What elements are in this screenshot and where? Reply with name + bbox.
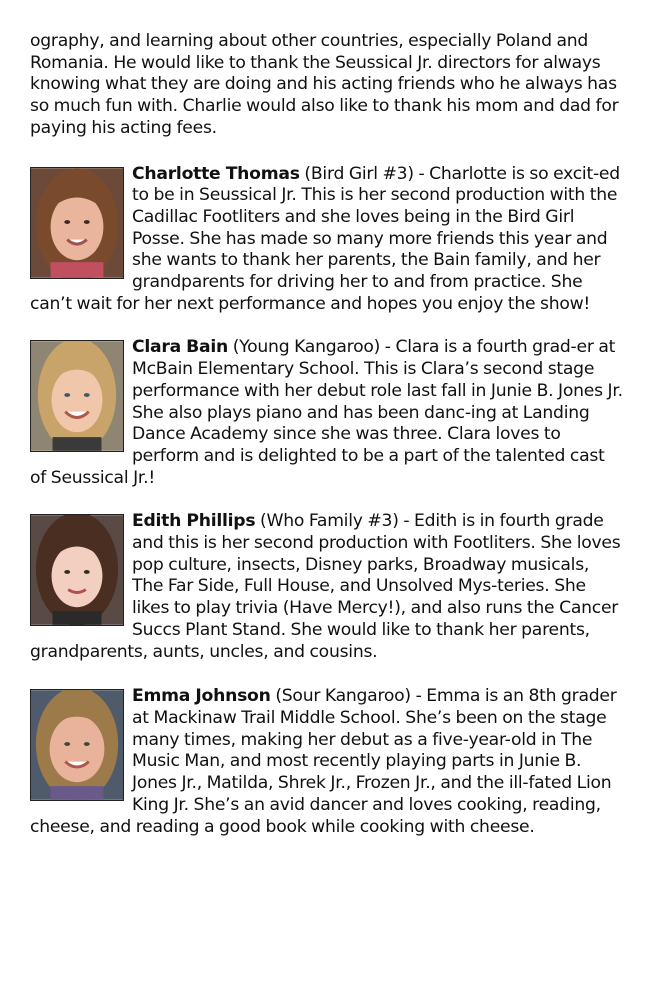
bio-name: Edith Phillips: [132, 511, 256, 532]
bio-text: - Clara is a fourth grad-er at McBain Elementary School. This is Clara’s second stage performance with her debut role last fall in Junie B. Jones Jr. She also plays piano and has been danc-ing at Landing Dance Academy since she was three. Clara loves to perform and is delighted to be a part of the talented cast of Seussical Jr.!: [30, 337, 623, 488]
headshot-image: [31, 515, 123, 625]
bio-name: Charlotte Thomas: [132, 163, 300, 184]
headshot-image: [31, 168, 123, 278]
intro-paragraph: ography, and learning about other countries, especially Poland and Romania. He would like to thank the Seussical Jr. directors for always knowing what they are doing and his acting friends who he always has so much fun with. Charlie would also like to thank his mom and dad for paying his acting fees.: [30, 31, 619, 138]
bio-role: (Sour Kangaroo): [275, 686, 411, 707]
headshot-image: [31, 341, 123, 451]
bio-clara-bain: [30, 337, 624, 489]
headshot-photo: [30, 340, 124, 452]
headshot-image: [31, 690, 123, 800]
program-page: [30, 31, 624, 838]
bio-name: Clara Bain: [132, 337, 228, 358]
bio-text: - Charlotte is so excit-ed to be in Seussical Jr. This is her second production with the Cadillac Footliters and she loves being in the Bird Girl Posse. She has made so many more friends this year and she wants to thank her parents, the Bain family, and her grandparents for driving her to and from practice. She can’t wait for her next performance and hopes you enjoy the show!: [30, 163, 620, 314]
bio-role: (Bird Girl #3): [304, 163, 414, 184]
bio-name: Emma Johnson: [132, 686, 271, 707]
bio-role: (Young Kangaroo): [232, 337, 381, 358]
bio-text: - Emma is an 8th grader at Mackinaw Trail Middle School. She’s been on the stage many times, making her debut as a five-year-old in The Music Man, and most recently playing parts in Junie B. Jones Jr., Matilda, Shrek Jr., Frozen Jr., and the ill-fated Lion King Jr. She’s an avid dancer and loves cooking, reading, cheese, and reading a good book while cooking with cheese.: [30, 686, 617, 837]
bio-emma-johnson: [30, 686, 624, 838]
headshot-photo: [30, 167, 124, 279]
bio-role: (Who Family #3): [260, 511, 399, 532]
bio-edith-phillips: [30, 511, 624, 663]
headshot-photo: [30, 689, 124, 801]
bio-charlotte-thomas: [30, 164, 624, 316]
headshot-photo: [30, 514, 124, 626]
bio-text: - Edith is in fourth grade and this is her second production with Footliters. She loves pop culture, insects, Disney parks, Broadway musicals, The Far Side, Full House, and Unsolved Mys-teries. She likes to play trivia (Have Mercy!), and also runs the Cancer Succs Plant Stand. She would like to thank her parents, grandparents, aunts, uncles, and cousins.: [30, 511, 621, 662]
